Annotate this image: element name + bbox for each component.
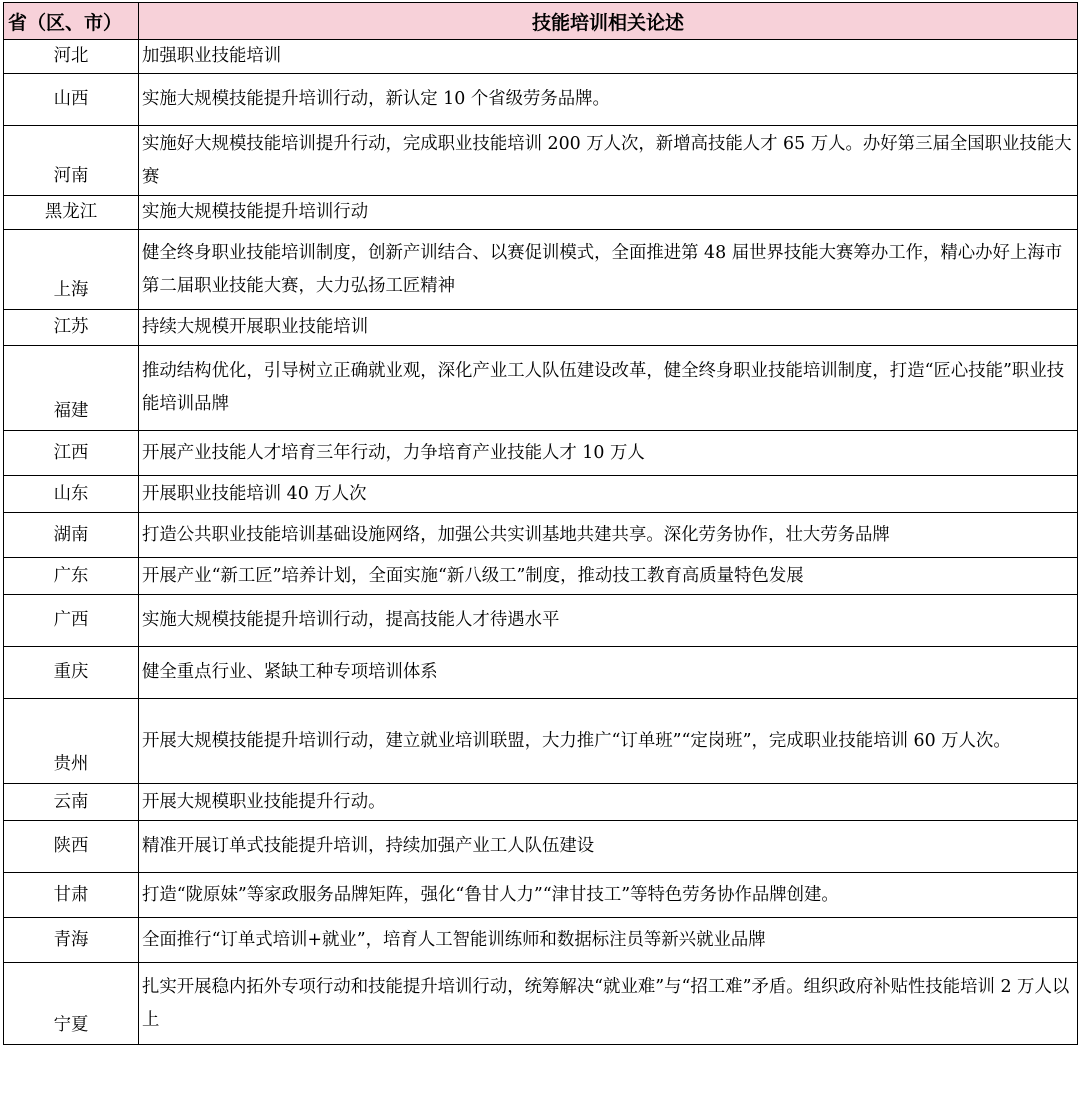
statement-cell: 推动结构优化，引导树立正确就业观，深化产业工人队伍建设改革，健全终身职业技能培训制度，打造“匠心技能”职业技能培训品牌	[139, 346, 1078, 431]
province-cell: 贵州	[4, 699, 139, 784]
province-cell: 河北	[4, 40, 139, 74]
table-row	[4, 558, 1078, 595]
table-row	[4, 918, 1078, 963]
province-cell: 广东	[4, 558, 139, 595]
province-cell: 上海	[4, 230, 139, 310]
statement-cell: 持续大规模开展职业技能培训	[139, 310, 1078, 346]
province-cell: 甘肃	[4, 873, 139, 918]
statement-cell: 打造“陇原妹”等家政服务品牌矩阵，强化“鲁甘人力”“津甘技工”等特色劳务协作品牌创建。	[139, 873, 1078, 918]
table-row	[4, 873, 1078, 918]
statement-cell: 实施好大规模技能培训提升行动，完成职业技能培训 200 万人次，新增高技能人才 65 万人。办好第三届全国职业技能大赛	[139, 126, 1078, 196]
table-row	[4, 346, 1078, 431]
table-row	[4, 431, 1078, 476]
table-row	[4, 126, 1078, 196]
province-cell: 青海	[4, 918, 139, 963]
table-row	[4, 821, 1078, 873]
statement-cell: 实施大规模技能提升培训行动	[139, 196, 1078, 230]
province-cell: 重庆	[4, 647, 139, 699]
table-row	[4, 513, 1078, 558]
statement-cell: 开展大规模技能提升培训行动，建立就业培训联盟，大力推广“订单班”“定岗班”，完成职业技能培训 60 万人次。	[139, 699, 1078, 784]
province-cell: 福建	[4, 346, 139, 431]
statement-cell: 开展大规模职业技能提升行动。	[139, 784, 1078, 821]
statement-cell: 实施大规模技能提升培训行动，新认定 10 个省级劳务品牌。	[139, 74, 1078, 126]
table-row	[4, 476, 1078, 513]
statement-cell: 健全重点行业、紧缺工种专项培训体系	[139, 647, 1078, 699]
skills-training-table	[3, 2, 1078, 1045]
province-cell: 湖南	[4, 513, 139, 558]
province-cell: 宁夏	[4, 963, 139, 1045]
statement-cell: 实施大规模技能提升培训行动，提高技能人才待遇水平	[139, 595, 1078, 647]
province-cell: 江西	[4, 431, 139, 476]
province-cell: 广西	[4, 595, 139, 647]
table-row	[4, 196, 1078, 230]
province-cell: 陕西	[4, 821, 139, 873]
table-row	[4, 963, 1078, 1045]
province-cell: 黑龙江	[4, 196, 139, 230]
table-row	[4, 310, 1078, 346]
table-row	[4, 230, 1078, 310]
province-cell: 山西	[4, 74, 139, 126]
province-cell: 山东	[4, 476, 139, 513]
province-cell: 云南	[4, 784, 139, 821]
statement-cell: 精准开展订单式技能提升培训，持续加强产业工人队伍建设	[139, 821, 1078, 873]
statement-column-header: 技能培训相关论述	[139, 3, 1078, 40]
page	[3, 2, 1077, 1045]
table-row	[4, 647, 1078, 699]
province-cell: 河南	[4, 126, 139, 196]
statement-cell: 打造公共职业技能培训基础设施网络，加强公共实训基地共建共享。深化劳务协作，壮大劳务品牌	[139, 513, 1078, 558]
table-header-row	[4, 3, 1078, 40]
statement-cell: 开展产业“新工匠”培养计划，全面实施“新八级工”制度，推动技工教育高质量特色发展	[139, 558, 1078, 595]
table-row	[4, 784, 1078, 821]
province-cell: 江苏	[4, 310, 139, 346]
statement-cell: 加强职业技能培训	[139, 40, 1078, 74]
statement-cell: 扎实开展稳内拓外专项行动和技能提升培训行动，统筹解决“就业难”与“招工难”矛盾。组织政府补贴性技能培训 2 万人以上	[139, 963, 1078, 1045]
statement-cell: 开展职业技能培训 40 万人次	[139, 476, 1078, 513]
table-row	[4, 40, 1078, 74]
statement-cell: 全面推行“订单式培训+就业”，培育人工智能训练师和数据标注员等新兴就业品牌	[139, 918, 1078, 963]
table-row	[4, 699, 1078, 784]
province-column-header: 省（区、市）	[4, 3, 139, 40]
table-row	[4, 74, 1078, 126]
statement-cell: 开展产业技能人才培育三年行动，力争培育产业技能人才 10 万人	[139, 431, 1078, 476]
table-row	[4, 595, 1078, 647]
statement-cell: 健全终身职业技能培训制度，创新产训结合、以赛促训模式，全面推进第 48 届世界技能大赛筹办工作，精心办好上海市第二届职业技能大赛，大力弘扬工匠精神	[139, 230, 1078, 310]
